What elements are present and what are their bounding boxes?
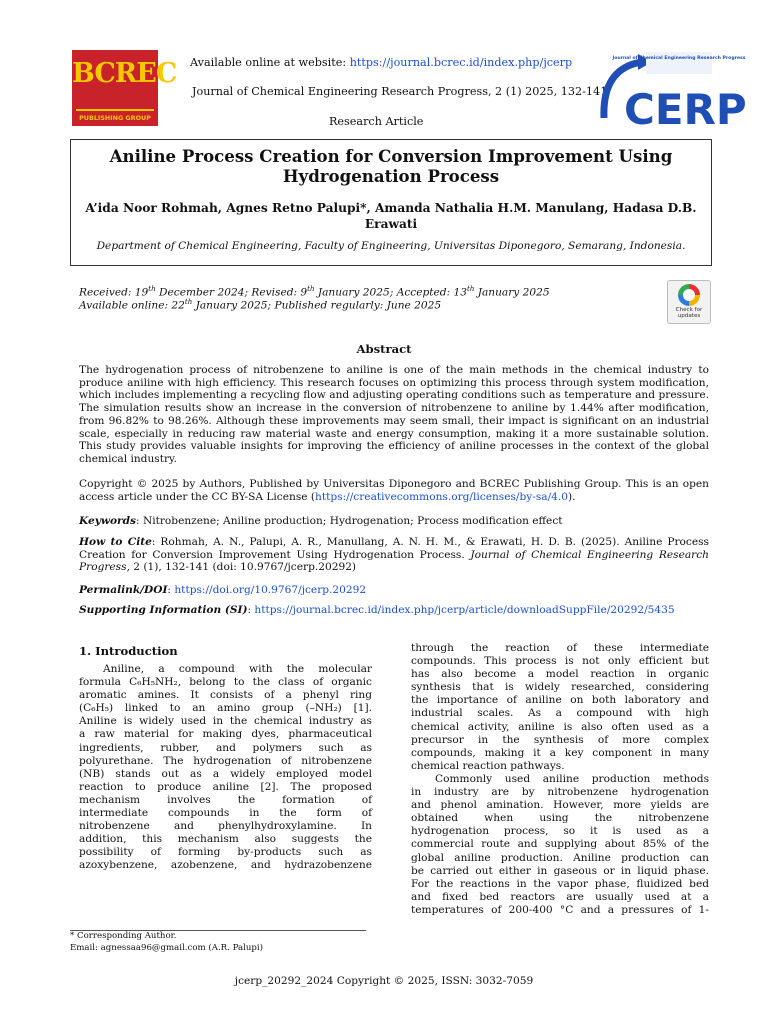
text-line: chemical activity, aniline is also often used as a <box>411 720 709 733</box>
text-line: and fixed bed reactors are usually used at a <box>411 890 709 903</box>
text-line: (NB) stands out as a widely employed model <box>79 767 372 780</box>
text-line: and phenol amination. However, more yields are <box>411 799 709 812</box>
text-line: formula C₆H₅NH₂, belong to the class of organic <box>79 676 372 689</box>
text-line: compounds. This process is not only efficient but <box>411 655 709 668</box>
how-to-cite <box>79 536 709 574</box>
check-updates-label: Check for updates <box>675 307 703 319</box>
article-type: Research Article <box>329 115 424 128</box>
jcerp-logo-subtext: Journal of Chemical Engineering Research Progress <box>612 56 746 61</box>
footnote-email: Email: agnessaa96@gmail.com (A.R. Palupi) <box>70 943 264 953</box>
cite-rest: , 2 (1), 132-141 (doi: 10.9767/jcerp.20292) <box>126 561 357 574</box>
revised-date: December 2024; Revised: 9 <box>155 286 308 299</box>
published-date: January 2025; Published regularly: June 2025 <box>192 299 442 312</box>
online-date: Available online: 22 <box>79 299 185 312</box>
keywords-label: Keywords <box>79 515 137 527</box>
text-line: Commonly used aniline production methods <box>435 772 709 785</box>
bcrec-logo <box>72 50 177 126</box>
text-line: compounds, making it a key component in many <box>411 746 709 759</box>
received-date: Received: 19 <box>79 286 149 299</box>
text-line: possibility of forming by-products such as <box>79 846 372 859</box>
available-prefix: Available online at website: <box>190 56 347 69</box>
text-line: global aniline production. Aniline production can <box>411 851 709 864</box>
online-sup: th <box>184 298 193 306</box>
text-line: Aniline is widely used in the chemical industry as <box>79 715 372 728</box>
text-line: be carried out either in gaseous or in liquid phase. <box>411 864 709 877</box>
cite-journal: Journal of Chemical Engineering Research Progress <box>79 548 709 574</box>
introduction-heading: 1. Introduction <box>79 644 178 658</box>
text-line: aromatic amines. It consists of a phenyl ring <box>79 689 372 702</box>
text-line: nitrobenzene and phenylhydroxylamine. In <box>79 820 372 833</box>
text-line: a raw material for making dyes, pharmaceutical <box>79 728 372 741</box>
text-line: in industry are by nitrobenzene hydrogenation <box>411 786 709 799</box>
available-online-line <box>190 56 572 69</box>
text-line: through the reaction of these intermediate <box>411 642 709 654</box>
keywords <box>79 515 709 528</box>
received-dates <box>79 285 550 299</box>
text-line: synthesis that is widely researched, considering <box>411 681 709 694</box>
text-line: temperatures of 200-400 °C and a pressures of 1- <box>411 903 709 916</box>
cite-text: : Rohmah, A. N., Palupi, A. R., Manullang, A. N. H. M., & Erawati, H. D. B. (2025). Aniline Process Creation for Conversion Improvement Using Hydrogenation Process. <box>79 536 709 561</box>
text-line: precursor in the synthesis of more complex <box>411 733 709 746</box>
online-dates <box>79 298 441 312</box>
accepted-sup: th <box>467 285 475 293</box>
doi-sep: : <box>167 584 175 596</box>
text-line: azoxybenzene, azobenzene, and hydrazobenzene <box>79 859 372 872</box>
permalink-doi <box>79 584 709 597</box>
text-line: Aniline, a compound with the molecular <box>103 663 372 675</box>
text-line: (C₆H₅) linked to an amino group (–NH₂) [1]. <box>79 702 372 715</box>
text-line: industrial scales. As a compound with high <box>411 707 709 720</box>
text-line: has also become a model reaction in organic <box>411 668 709 681</box>
copyright-close: ). <box>568 490 576 503</box>
text-line: chemical reaction pathways. <box>411 759 565 772</box>
keywords-text: : Nitrobenzene; Aniline production; Hydrogenation; Process modification effect <box>136 515 563 527</box>
copyright-notice <box>79 478 709 503</box>
journal-website-link[interactable]: https://journal.bcrec.id/index.php/jcerp <box>349 56 573 69</box>
license-link[interactable]: https://creativecommons.org/licenses/by-sa/4.0 <box>315 490 569 503</box>
text-line: intermediate compounds in the form of <box>79 807 372 820</box>
copyright-text: Copyright © 2025 by Authors, Published by Universitas Diponegoro and BCREC Publishing Group. This is an open access article under the CC BY-SA License ( <box>79 478 709 503</box>
right-column <box>411 642 709 917</box>
bcrec-logo-subtext: PUBLISHING GROUP <box>79 114 151 122</box>
jcerp-logo <box>594 48 747 134</box>
text-line: reaction to produce aniline [2]. The proposed <box>79 780 372 793</box>
revised-sup: th <box>307 285 315 293</box>
text-line: commercial route and supplying about 85% of the <box>411 838 709 851</box>
article-title: Aniline Process Creation for Conversion Improvement Using Hydrogenation Process <box>109 146 673 186</box>
article-affiliation: Department of Chemical Engineering, Faculty of Engineering, Universitas Diponegoro, Semarang, Indonesia. <box>96 240 686 252</box>
check-for-updates-badge[interactable] <box>667 280 711 324</box>
doi-label: Permalink/DOI <box>79 584 168 596</box>
jcerp-logo-text: CERP <box>624 85 747 134</box>
text-line: For the reactions in the vapor phase, fluidized bed <box>411 877 709 890</box>
si-label: Supporting Information (SI) <box>79 604 248 616</box>
check-updates-icon <box>678 284 700 306</box>
bcrec-logo-bar <box>76 109 154 111</box>
left-column <box>79 663 372 873</box>
text-line: the importance of aniline on both laboratory and <box>411 694 709 707</box>
supporting-information <box>79 604 709 617</box>
journal-citation-line: Journal of Chemical Engineering Research Progress, 2 (1) 2025, 132-141 <box>192 85 608 98</box>
accepted-date-rest: January 2025 <box>474 286 550 299</box>
footnote-corresponding: * Corresponding Author. <box>70 931 177 941</box>
text-line: polyurethane. The hydrogenation of nitrobenzene <box>79 754 372 767</box>
text-line: ingredients, rubber, and polymers such as <box>79 741 372 754</box>
text-line: hydrogenation process, so it is used as a <box>411 825 709 838</box>
received-sup: th <box>148 285 156 293</box>
text-line: mechanism involves the formation of <box>79 793 372 806</box>
text-line: obtained when using the nitrobenzene <box>411 812 709 825</box>
page-footer: jcerp_20292_2024 Copyright © 2025, ISSN: 3032-7059 <box>234 975 534 987</box>
si-sep: : <box>247 604 255 616</box>
text-line: addition, this mechanism also suggests the <box>79 833 372 846</box>
si-link[interactable]: https://journal.bcrec.id/index.php/jcerp/article/downloadSuppFile/20292/5435 <box>254 604 675 616</box>
cite-label: How to Cite <box>79 536 152 548</box>
bcrec-logo-text: BCREC <box>72 58 177 89</box>
abstract-heading: Abstract <box>356 342 412 356</box>
abstract-text: The hydrogenation process of nitrobenzene to aniline is one of the main methods in the chemical industry to produce aniline with high efficiency. This research focuses on optimizing this process through system modification, which includes implementing a recycling flow and adjusting operating conditions such as temperature and pressure. The simulation results show an increase in the conversion of nitrobenzene to aniline by 1.44% after modification, from 96.82% to 98.26%. Although these improvements may seem small, their impact is significant on an industrial scale, especially in reducing raw material waste and energy consumption, making it a more sustainable solution. This study provides valuable insights for improving the efficiency of aniline processes in the context of the global chemical industry. <box>79 364 709 465</box>
doi-link[interactable]: https://doi.org/10.9767/jcerp.20292 <box>174 584 367 596</box>
accepted-date: January 2025; Accepted: 13 <box>314 286 467 299</box>
article-authors: A’ida Noor Rohmah, Agnes Retno Palupi*, Amanda Nathalia H.M. Manulang, Hadasa D.B. Erawati <box>85 201 697 231</box>
